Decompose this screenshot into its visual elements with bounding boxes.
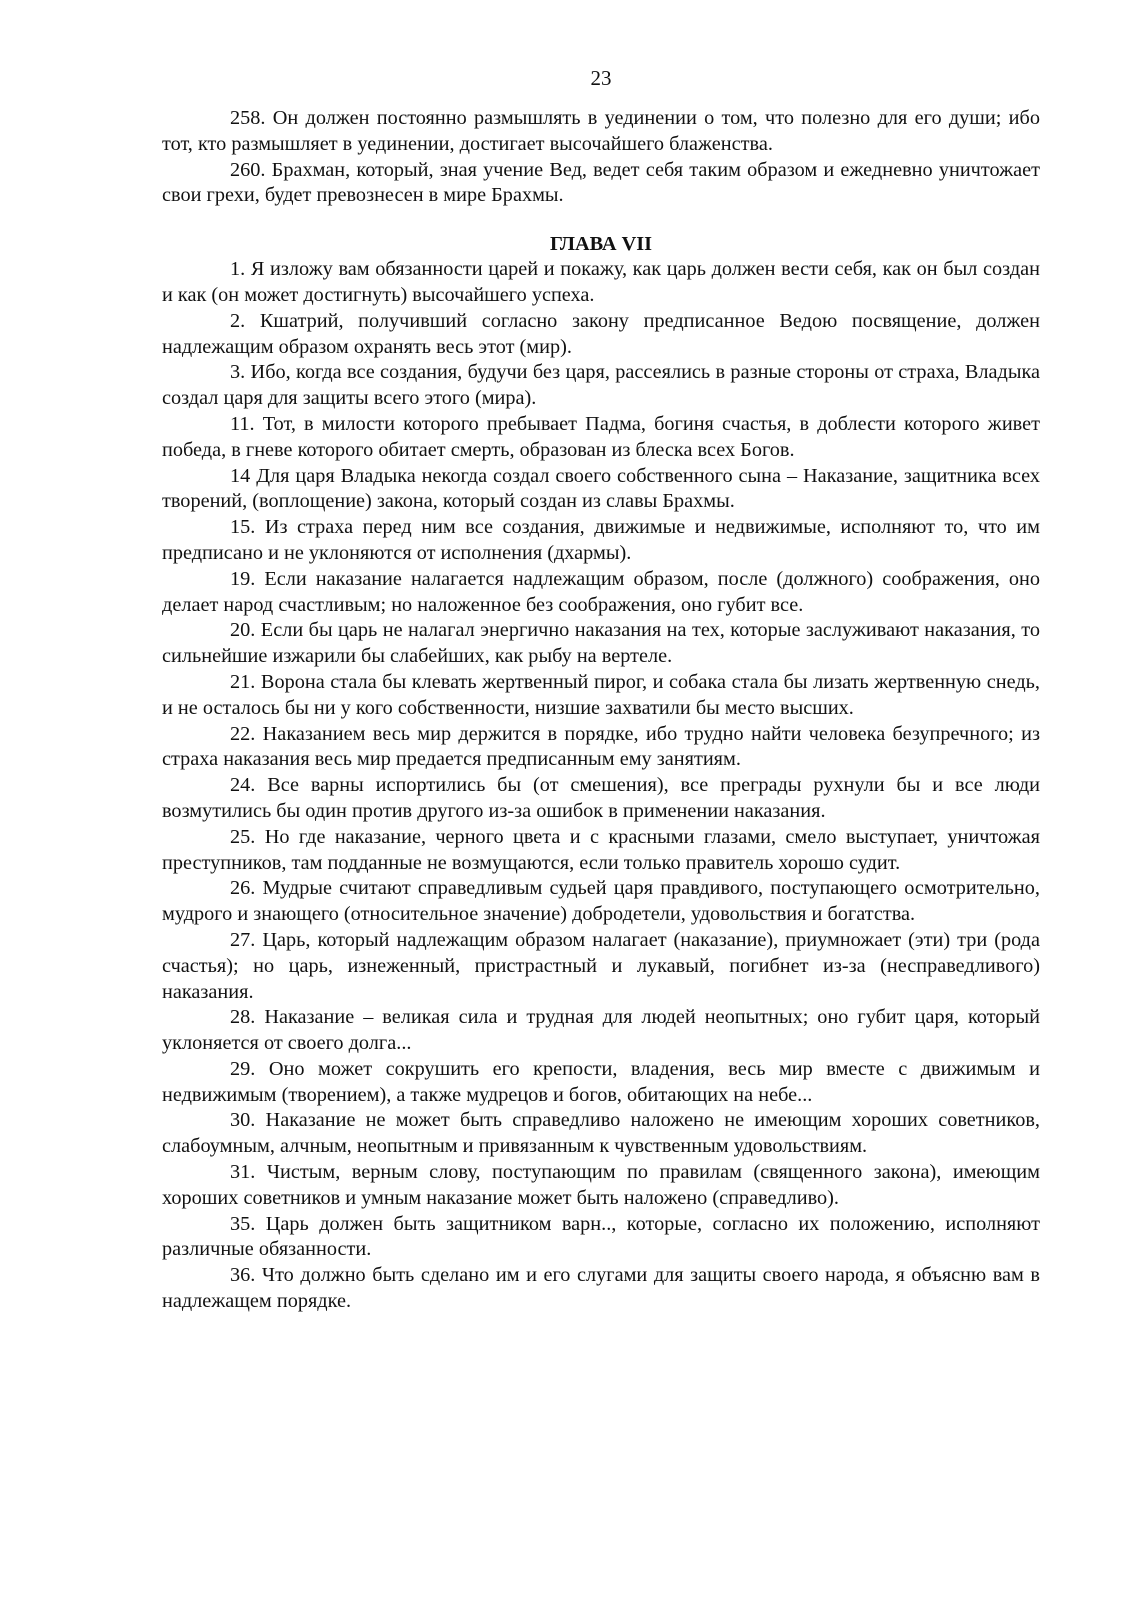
paragraph-21: 21. Ворона стала бы клевать жертвенный пирог, и собака стала бы лизать жертвенную снедь, и не осталось бы ни у кого собственности, низшие захватили бы место высших. [162, 670, 1040, 719]
paragraph-20: 20. Если бы царь не налагал энергично наказания на тех, которые заслуживают наказания, то сильнейшие изжарили бы слабейших, как рыбу на вертеле. [162, 619, 1040, 668]
paragraph-19: 19. Если наказание налагается надлежащим образом, после (должного) соображения, оно делает народ счастливым; но наложенное без соображения, оно губит все. [162, 567, 1040, 616]
document-page [162, 64, 1040, 1315]
paragraph-36: 36. Что должно быть сделано им и его слугами для защиты своего народа, я объясню вам в надлежащем порядке. [162, 1264, 1040, 1313]
paragraph-30: 30. Наказание не может быть справедливо наложено не имеющим хороших советников, слабоумным, алчным, неопытным и привязанным к чувственным удовольствиям. [162, 1109, 1040, 1158]
paragraph-14: 14 Для царя Владыка некогда создал своего собственного сына – Наказание, защитника всех творений, (воплощение) закона, который создан из славы Брахмы. [162, 464, 1040, 513]
paragraph-2: 2. Кшатрий, получивший согласно закону предписанное Ведою посвящение, должен надлежащим образом охранять весь этот (мир). [162, 309, 1040, 358]
paragraph-29: 29. Оно может сокрушить его крепости, владения, весь мир вместе с движимым и недвижимым (творением), а также мудрецов и богов, обитающих на небе... [162, 1057, 1040, 1106]
paragraph-27: 27. Царь, который надлежащим образом налагает (наказание), приумножает (эти) три (рода счастья); но царь, изнеженный, пристрастный и лукавый, погибнет из-за (несправедливого) наказания. [162, 928, 1040, 1003]
paragraph-26: 26. Мудрые считают справедливым судьей царя правдивого, поступающего осмотрительно, мудрого и знающего (относительное значение) добродетели, удовольствия и богатства. [162, 877, 1040, 926]
paragraph-258: 258. Он должен постоянно размышлять в уединении о том, что полезно для его души; ибо тот, кто размышляет в уединении, достигает высочайшего блаженства. [162, 107, 1040, 155]
paragraph-28: 28. Наказание – великая сила и трудная для людей неопытных; оно губит царя, который уклоняется от своего долга... [162, 1006, 1040, 1055]
chapter-body [162, 257, 1040, 1315]
paragraph-1: 1. Я изложу вам обязанности царей и покажу, как царь должен вести себя, как он был создан и как (он может достигнуть) высочайшего успеха. [162, 258, 1040, 306]
paragraph-260: 260. Брахман, который, зная учение Вед, ведет себя таким образом и ежедневно уничтожает свои грехи, будет превознесен в мире Брахмы. [162, 158, 1040, 207]
paragraph-15: 15. Из страха перед ним все создания, движимые и недвижимые, исполняют то, что им предписано и не уклоняются от исполнения (дхармы). [162, 516, 1040, 564]
paragraph-35: 35. Царь должен быть защитником варн.., которые, согласно их положению, исполняют различные обязанности. [162, 1212, 1040, 1261]
paragraph-24: 24. Все варны испортились бы (от смешения), все преграды рухнули бы и все люди возмутились бы один против другого из-за ошибок в применении наказания. [162, 774, 1040, 822]
paragraph-3: 3. Ибо, когда все создания, будучи без царя, рассеялись в разные стороны от страха, Владыка создал царя для защиты всего этого (мира). [162, 361, 1040, 410]
page-number: 23 [590, 66, 612, 90]
paragraph-31: 31. Чистым, верным слову, поступающим по правилам (священного закона), имеющим хороших советников и умным наказание может быть наложено (справедливо). [162, 1161, 1040, 1209]
paragraph-22: 22. Наказанием весь мир держится в порядке, ибо трудно найти человека безупречного; из страха наказания весь мир предается предписанным ему занятиям. [162, 722, 1040, 771]
chapter-title: ГЛАВА VII [550, 233, 652, 256]
paragraph-11: 11. Тот, в милости которого пребывает Падма, богиня счастья, в доблести которого живет победа, в гневе которого обитает смерть, образован из блеска всех Богов. [162, 412, 1040, 461]
paragraph-25: 25. Но где наказание, черного цвета и с красными глазами, смело выступает, уничтожая преступников, там подданные не возмущаются, если только правитель хорошо судит. [162, 825, 1040, 874]
intro-section [162, 106, 1040, 209]
